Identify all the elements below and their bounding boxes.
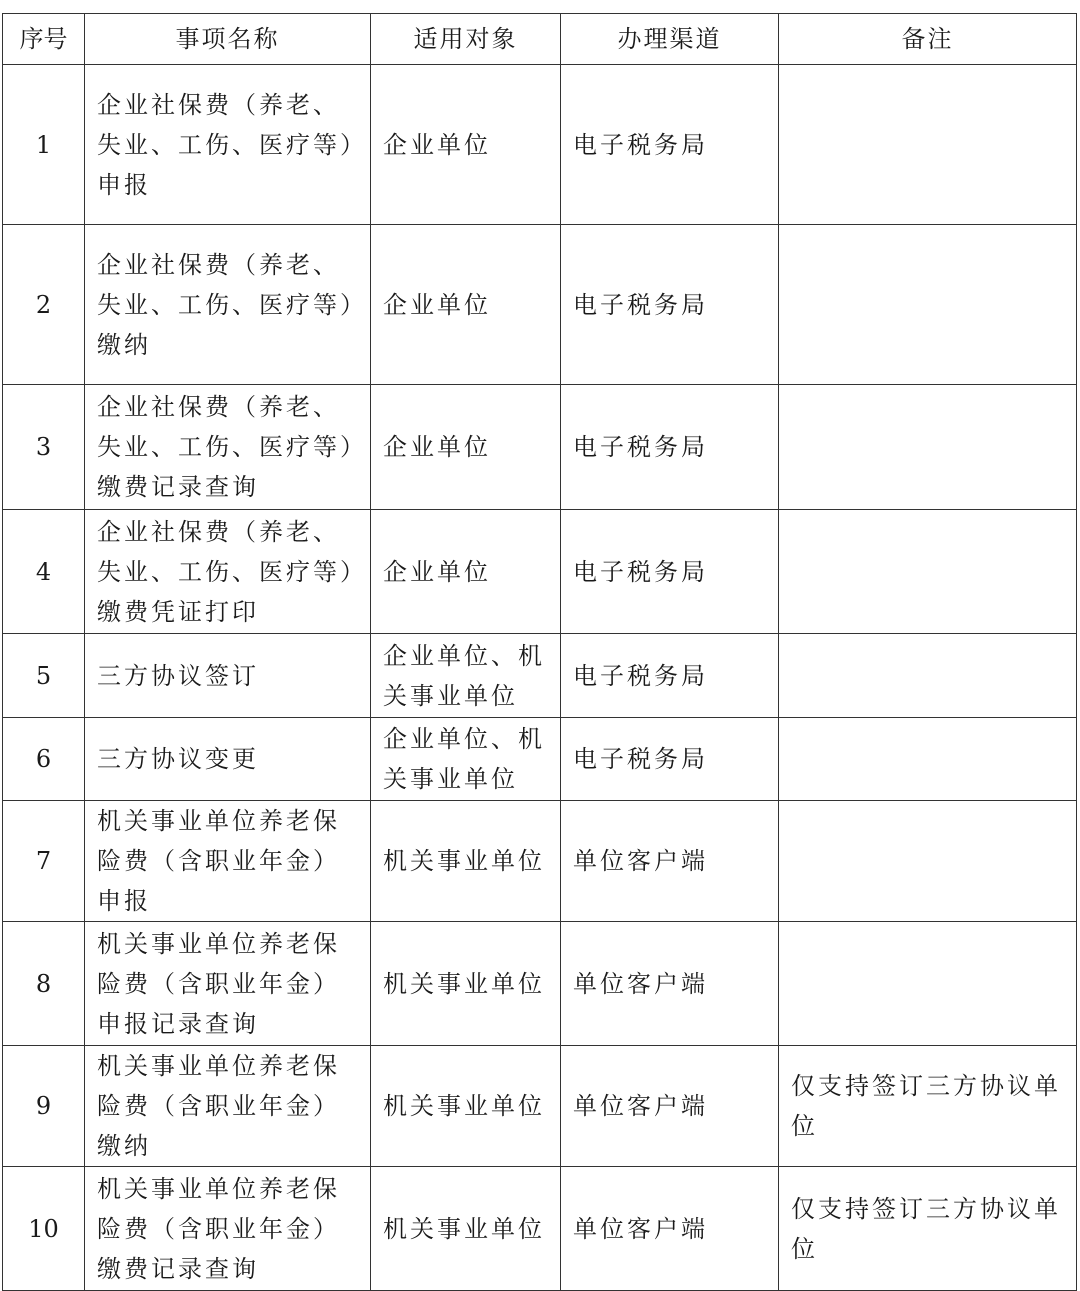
row-note: 仅支持签订三方协议单位	[779, 1167, 1077, 1291]
row-note	[779, 385, 1077, 510]
row-seq: 7	[3, 801, 85, 922]
row-item-name: 三方协议签订	[85, 634, 371, 718]
row-note	[779, 634, 1077, 718]
row-item-name: 企业社保费（养老、失业、工伤、医疗等）缴费凭证打印	[85, 510, 371, 634]
table-row	[3, 510, 1077, 634]
table-row	[3, 1167, 1077, 1291]
row-target: 机关事业单位	[371, 1046, 561, 1167]
row-channel: 电子税务局	[561, 65, 779, 225]
row-seq: 9	[3, 1046, 85, 1167]
row-seq: 3	[3, 385, 85, 510]
row-note	[779, 801, 1077, 922]
row-channel: 单位客户端	[561, 1046, 779, 1167]
row-channel: 电子税务局	[561, 225, 779, 385]
row-item-name: 机关事业单位养老保险费（含职业年金）申报	[85, 801, 371, 922]
table-row	[3, 634, 1077, 718]
row-note	[779, 225, 1077, 385]
table-row	[3, 65, 1077, 225]
row-note	[779, 922, 1077, 1046]
row-item-name: 企业社保费（养老、失业、工伤、医疗等）申报	[85, 65, 371, 225]
row-note: 仅支持签订三方协议单位	[779, 1046, 1077, 1167]
table-row	[3, 1046, 1077, 1167]
row-channel: 电子税务局	[561, 634, 779, 718]
table-row	[3, 801, 1077, 922]
row-target: 企业单位、机关事业单位	[371, 634, 561, 718]
row-seq: 4	[3, 510, 85, 634]
table-row	[3, 225, 1077, 385]
table-row	[3, 922, 1077, 1046]
row-note	[779, 718, 1077, 801]
row-seq: 6	[3, 718, 85, 801]
row-item-name: 机关事业单位养老保险费（含职业年金）缴费记录查询	[85, 1167, 371, 1291]
header-target: 适用对象	[371, 14, 561, 65]
row-target: 企业单位、机关事业单位	[371, 718, 561, 801]
row-target: 机关事业单位	[371, 1167, 561, 1291]
header-row	[3, 14, 1077, 65]
row-target: 企业单位	[371, 225, 561, 385]
row-target: 企业单位	[371, 65, 561, 225]
row-channel: 单位客户端	[561, 922, 779, 1046]
row-item-name: 企业社保费（养老、失业、工伤、医疗等）缴纳	[85, 225, 371, 385]
row-item-name: 机关事业单位养老保险费（含职业年金）缴纳	[85, 1046, 371, 1167]
row-target: 机关事业单位	[371, 922, 561, 1046]
row-target: 企业单位	[371, 510, 561, 634]
row-item-name: 机关事业单位养老保险费（含职业年金）申报记录查询	[85, 922, 371, 1046]
row-target: 机关事业单位	[371, 801, 561, 922]
row-target: 企业单位	[371, 385, 561, 510]
row-seq: 2	[3, 225, 85, 385]
row-channel: 单位客户端	[561, 801, 779, 922]
row-item-name: 三方协议变更	[85, 718, 371, 801]
row-note	[779, 510, 1077, 634]
header-channel: 办理渠道	[561, 14, 779, 65]
table-row	[3, 718, 1077, 801]
row-channel: 电子税务局	[561, 718, 779, 801]
header-item-name: 事项名称	[85, 14, 371, 65]
row-seq: 1	[3, 65, 85, 225]
header-note: 备注	[779, 14, 1077, 65]
row-channel: 电子税务局	[561, 385, 779, 510]
row-channel: 电子税务局	[561, 510, 779, 634]
row-seq: 8	[3, 922, 85, 1046]
row-seq: 5	[3, 634, 85, 718]
row-note	[779, 65, 1077, 225]
services-table	[2, 13, 1077, 1291]
row-seq: 10	[3, 1167, 85, 1291]
row-channel: 单位客户端	[561, 1167, 779, 1291]
table-row	[3, 385, 1077, 510]
row-item-name: 企业社保费（养老、失业、工伤、医疗等）缴费记录查询	[85, 385, 371, 510]
header-seq: 序号	[3, 14, 85, 65]
